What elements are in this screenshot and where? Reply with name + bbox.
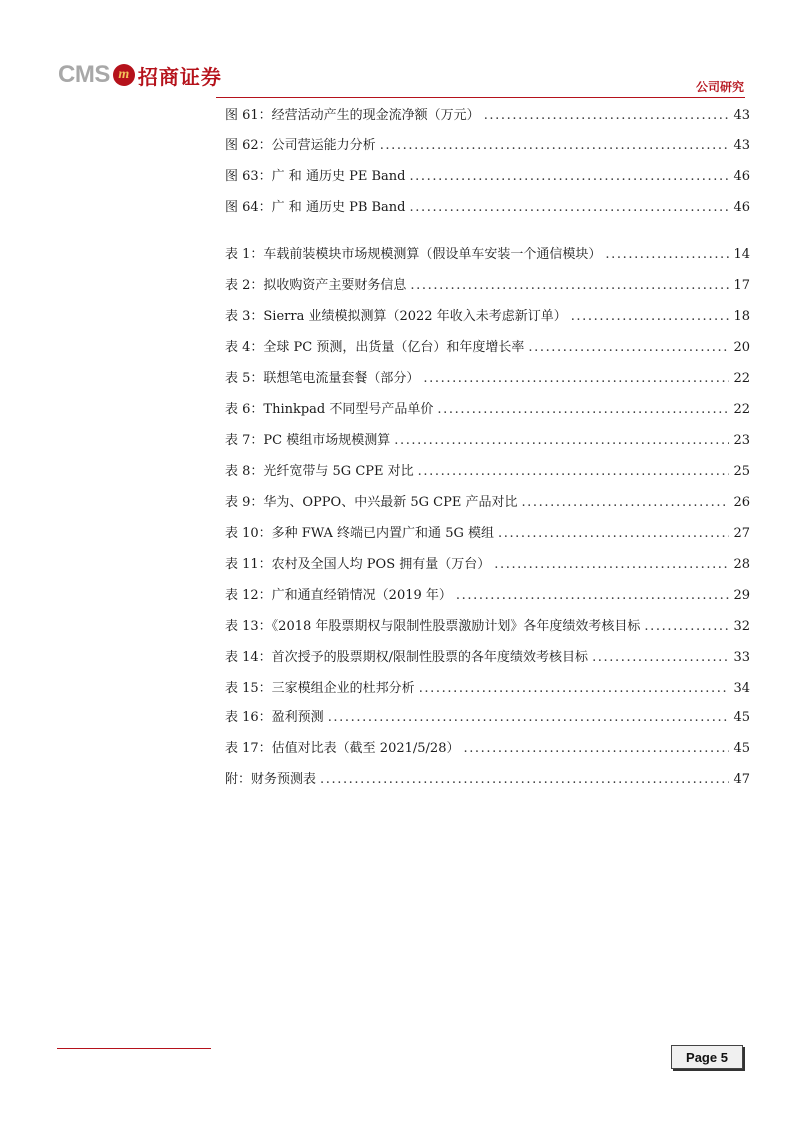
- toc-entry-page: 43: [733, 108, 750, 123]
- toc-leader-dots: [410, 276, 729, 296]
- toc-entry[interactable]: [225, 106, 750, 126]
- toc-leader-dots: [328, 708, 730, 728]
- toc-leader-dots: [644, 617, 729, 637]
- toc-entry-page: 46: [733, 200, 750, 215]
- toc-entry[interactable]: [225, 136, 750, 156]
- toc-entry-label: 图 61：经营活动产生的现金流净额（万元）: [225, 108, 480, 123]
- toc-leader-dots: [437, 400, 729, 420]
- header-divider: [216, 97, 745, 98]
- toc-entry-page: 27: [733, 526, 750, 541]
- toc-entry[interactable]: [225, 617, 750, 637]
- toc-entry-page: 18: [733, 309, 750, 324]
- logo-cn-text: 招商证券: [137, 64, 222, 89]
- logo-mark-icon: m: [113, 64, 135, 86]
- toc-leader-dots: [605, 245, 729, 265]
- toc-leader-dots: [409, 167, 729, 187]
- toc-entry-label: 表 16：盈利预测: [225, 710, 324, 725]
- toc-entry-page: 45: [733, 741, 750, 756]
- toc-leader-dots: [521, 493, 729, 513]
- footer-divider: [57, 1048, 211, 1049]
- toc-entry-label: 表 13：《2018 年股票期权与限制性股票激励计划》各年度绩效考核目标: [225, 619, 641, 634]
- toc-entry-page: 29: [733, 588, 750, 603]
- toc-entry[interactable]: [225, 245, 750, 265]
- toc-entry[interactable]: [225, 431, 750, 451]
- toc-leader-dots: [320, 770, 729, 790]
- toc-entry-page: 20: [733, 340, 750, 355]
- toc-leader-dots: [380, 136, 730, 156]
- toc-entry-page: 46: [733, 169, 750, 184]
- toc-entry-label: 表 11：农村及全国人均 POS 拥有量（万台）: [225, 557, 491, 572]
- toc-entry-page: 25: [733, 464, 750, 479]
- toc-leader-dots: [456, 586, 730, 606]
- toc-entry-label: 附：财务预测表: [225, 772, 317, 787]
- toc-entry[interactable]: [225, 524, 750, 544]
- toc-entry-page: 43: [733, 138, 750, 153]
- toc-entry-label: 表 6：Thinkpad 不同型号产品单价: [225, 402, 434, 417]
- cms-logo: [58, 60, 222, 90]
- section-label: 公司研究: [695, 80, 744, 94]
- toc-entry-page: 22: [733, 402, 750, 417]
- toc-entry-label: 表 17：估值对比表（截至 2021/5/28）: [225, 741, 460, 756]
- toc-entry[interactable]: [225, 462, 750, 482]
- toc-entry-label: 表 14：首次授予的股票期权/限制性股票的各年度绩效考核目标: [225, 650, 589, 665]
- toc-entry-label: 表 10：多种 FWA 终端已内置广和通 5G 模组: [225, 526, 494, 541]
- toc-leader-dots: [410, 198, 730, 218]
- toc-entry[interactable]: [225, 400, 750, 420]
- page-number-badge: Page 5: [671, 1045, 743, 1069]
- toc-entry[interactable]: [225, 276, 750, 296]
- toc-entry[interactable]: [225, 555, 750, 575]
- toc-entry-label: 图 63：广 和 通历史 PE Band: [225, 169, 406, 184]
- toc-entry-page: 17: [733, 278, 750, 293]
- toc-entry[interactable]: [225, 586, 750, 606]
- toc-entry-label: 表 7：PC 模组市场规模测算: [225, 433, 391, 448]
- toc-leader-dots: [571, 307, 730, 327]
- toc-leader-dots: [528, 338, 729, 358]
- toc-entry-label: 表 5：联想笔电流量套餐（部分）: [225, 371, 420, 386]
- toc-leader-dots: [498, 524, 729, 544]
- toc-entry[interactable]: [225, 198, 750, 218]
- toc-entry-label: 表 4：全球 PC 预测，出货量（亿台）和年度增长率: [225, 340, 525, 355]
- toc-entry-page: 26: [733, 495, 750, 510]
- toc-leader-dots: [592, 648, 729, 668]
- toc-entry-page: 47: [733, 772, 750, 787]
- toc-entry[interactable]: [225, 493, 750, 513]
- toc-leader-dots: [463, 739, 729, 759]
- toc-entry-page: 34: [733, 681, 750, 696]
- toc-entry-page: 22: [733, 371, 750, 386]
- toc-entry-page: 32: [733, 619, 750, 634]
- toc-leader-dots: [423, 369, 729, 389]
- toc-entry[interactable]: [225, 167, 750, 187]
- toc-entry[interactable]: [225, 648, 750, 668]
- toc-entry-page: 45: [733, 710, 750, 725]
- toc-entry[interactable]: [225, 307, 750, 327]
- toc-entry-label: 表 1：车载前装模块市场规模测算（假设单车安装一个通信模块）: [225, 247, 602, 262]
- toc-leader-dots: [494, 555, 729, 575]
- toc-entry-label: 表 9：华为、OPPO、中兴最新 5G CPE 产品对比: [225, 495, 518, 510]
- toc-entry[interactable]: [225, 338, 750, 358]
- toc-entry-page: 14: [733, 247, 750, 262]
- toc-entry-page: 23: [733, 433, 750, 448]
- toc-entry-page: 33: [733, 650, 750, 665]
- toc-entry[interactable]: [225, 708, 750, 728]
- toc-entry-label: 表 3：Sierra 业绩模拟测算（2022 年收入未考虑新订单）: [225, 309, 567, 324]
- toc-leader-dots: [394, 431, 729, 451]
- toc-entry-label: 图 62：公司营运能力分析: [225, 138, 376, 153]
- toc-entry-label: 表 15：三家模组企业的杜邦分析: [225, 681, 415, 696]
- toc-entry[interactable]: [225, 770, 750, 790]
- toc-entry[interactable]: [225, 679, 750, 699]
- toc-leader-dots: [418, 462, 730, 482]
- toc-entry-label: 图 64：广 和 通历史 PB Band: [225, 200, 406, 215]
- toc-leader-dots: [419, 679, 730, 699]
- logo-cms-text: CMS: [58, 61, 110, 88]
- toc-leader-dots: [484, 106, 730, 126]
- toc-entry-label: 表 8：光纤宽带与 5G CPE 对比: [225, 464, 414, 479]
- toc-entry-page: 28: [733, 557, 750, 572]
- toc-entry[interactable]: [225, 739, 750, 759]
- toc-entry[interactable]: [225, 369, 750, 389]
- page-header: [0, 0, 793, 100]
- toc-entry-label: 表 2：拟收购资产主要财务信息: [225, 278, 407, 293]
- toc-entry-label: 表 12：广和通直经销情况（2019 年）: [225, 588, 452, 603]
